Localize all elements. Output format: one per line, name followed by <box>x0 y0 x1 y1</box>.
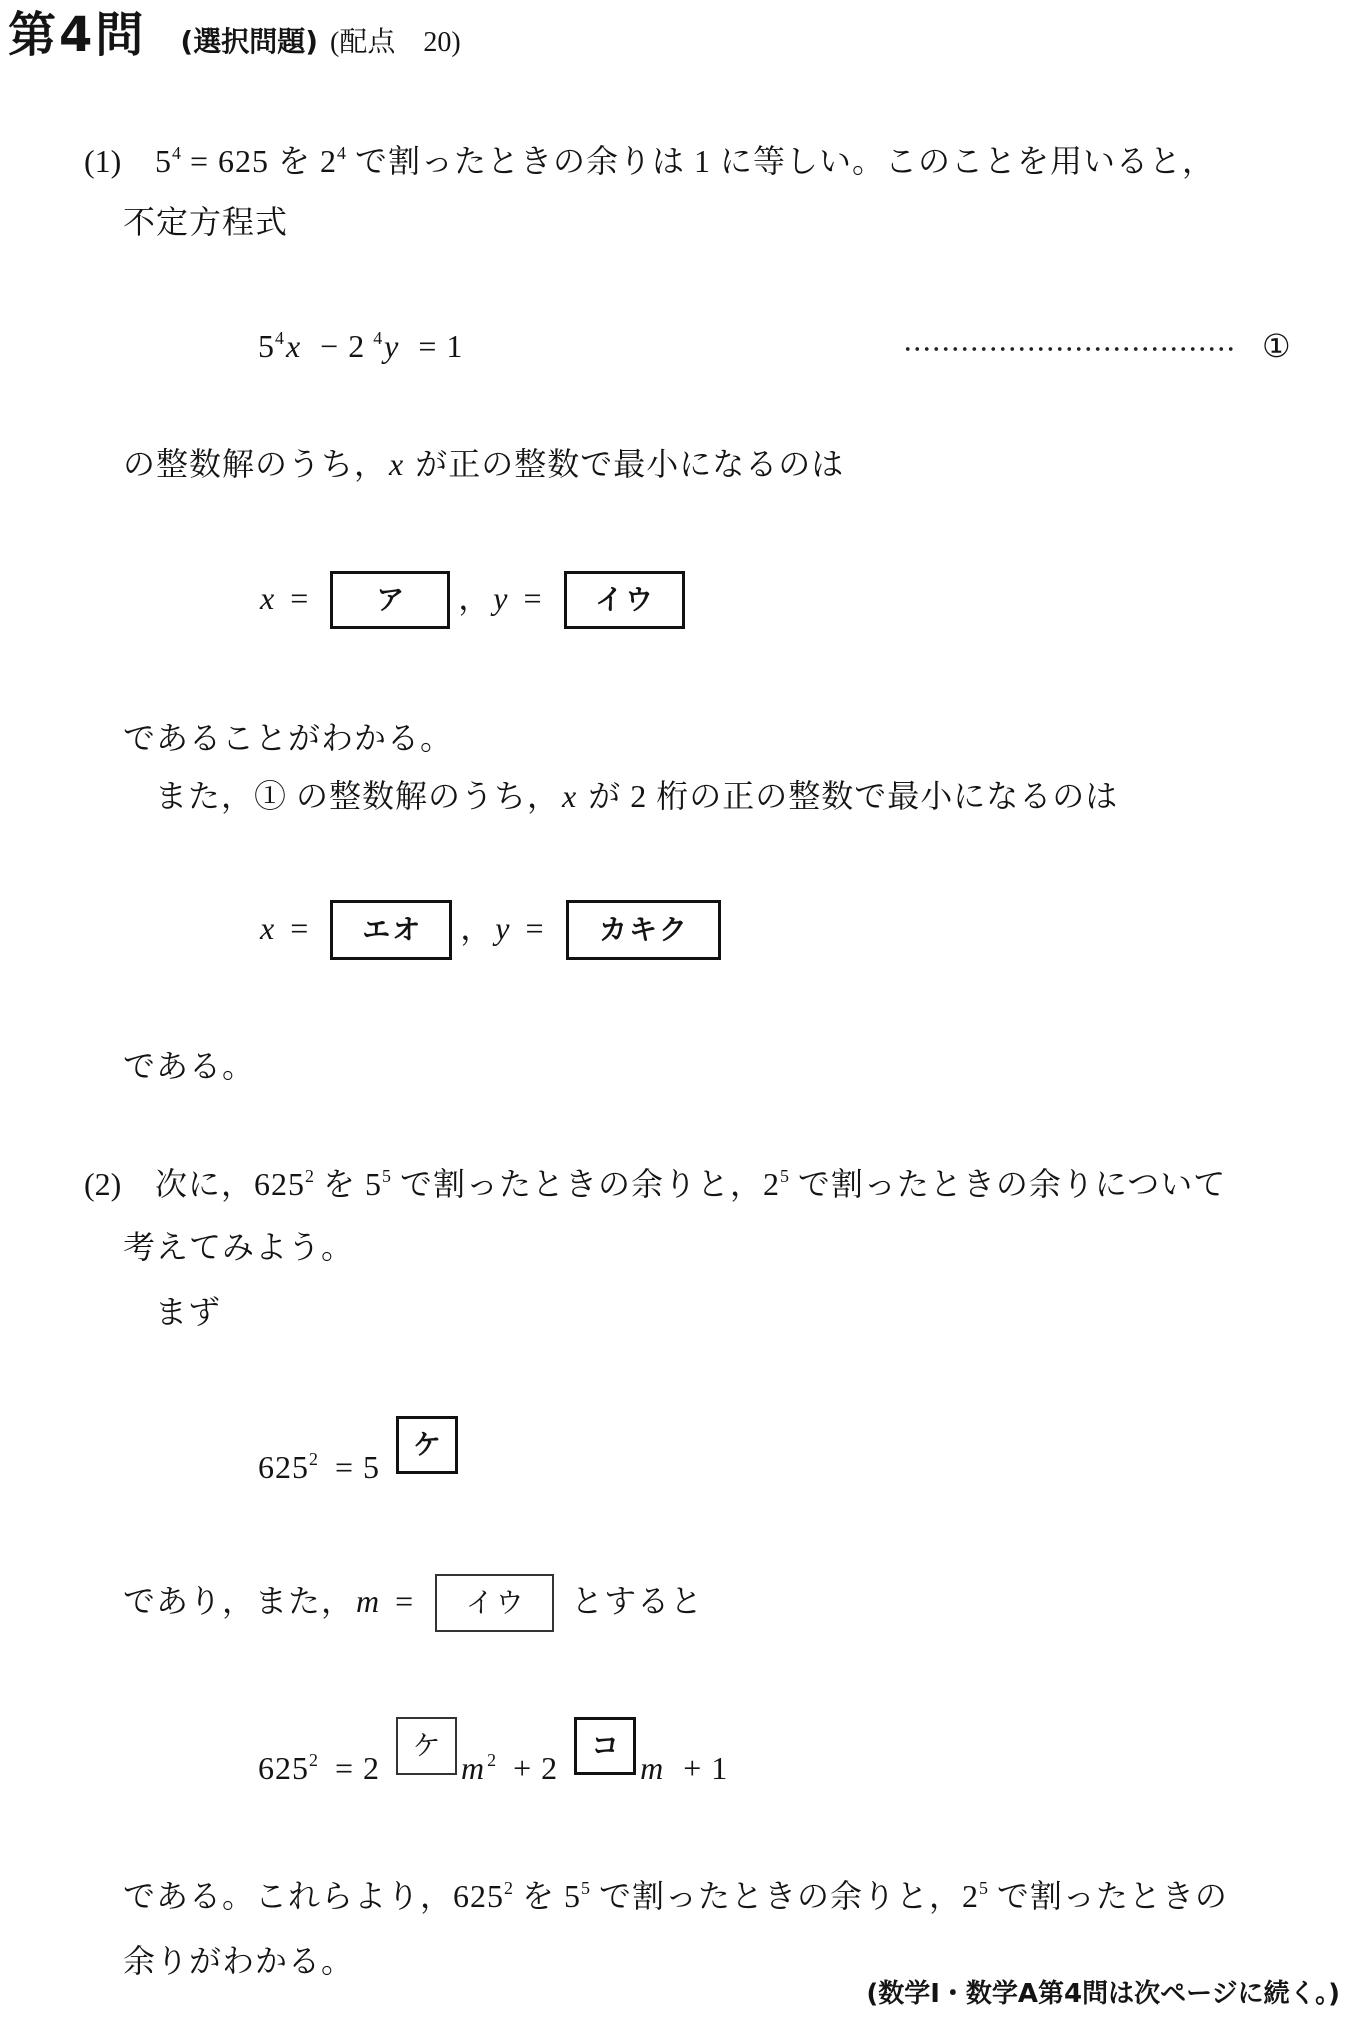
text-run: である。 <box>123 1048 256 1084</box>
math-run: = 2 <box>325 1750 380 1786</box>
exponent: 2 <box>305 1166 314 1187</box>
variable-m: m <box>461 1750 486 1786</box>
math-run: − 2 <box>311 328 366 364</box>
variable-y: y <box>495 910 511 946</box>
dot-leader <box>903 346 1238 352</box>
math-run: = 5 <box>325 1449 380 1485</box>
number: 5 <box>155 143 172 179</box>
selection-note: (選択問題) <box>180 25 319 58</box>
text-run: = 625 を 2 <box>180 143 338 179</box>
part1-question-line-2 <box>155 776 1118 816</box>
variable-y: y <box>493 580 509 616</box>
part2-intro-continuation <box>123 1227 354 1267</box>
text-run: 考えてみよう。 <box>123 1229 355 1265</box>
part2-conclusion-continuation <box>123 1941 354 1981</box>
problem-header <box>8 6 461 64</box>
variable-x: x <box>285 328 302 364</box>
equals-sign: = <box>386 1583 424 1619</box>
part1-intro-continuation <box>123 202 288 242</box>
part1-label: (1) <box>84 143 122 179</box>
text-run: の整数解のうち， <box>123 446 388 482</box>
answer-box-ke: ケ <box>396 1416 458 1474</box>
part1-question-line <box>123 444 844 484</box>
exponent: 5 <box>978 1878 988 1899</box>
answer-box-iu: イウ <box>564 571 685 629</box>
part1-result-line <box>123 718 453 758</box>
exponent: 2 <box>504 1878 513 1899</box>
variable-m: m <box>640 1750 665 1786</box>
text-run: まず <box>155 1294 222 1330</box>
text-run: 不定方程式 <box>123 204 289 240</box>
points-note: (配点 20) <box>330 27 461 58</box>
comma: ， <box>460 910 494 946</box>
text-run: 余りがわかる。 <box>123 1943 355 1979</box>
text-run: で割ったときの余りと，2 <box>589 1878 979 1914</box>
text-run: であり，また， <box>123 1583 355 1619</box>
exponent: 5 <box>381 1166 391 1187</box>
equals-sign: = <box>514 580 552 616</box>
exponent: 2 <box>309 1449 318 1470</box>
exponent: 4 <box>275 328 284 349</box>
power-equation-1 <box>258 1416 460 1487</box>
number: 625 <box>258 1449 309 1485</box>
power-equation-2 <box>258 1717 736 1788</box>
equation-number-label: ① <box>1262 328 1292 364</box>
answer-box-kakiku: カキク <box>566 900 721 960</box>
comma: ， <box>458 580 492 616</box>
text-run: である。これらより，625 <box>123 1878 505 1914</box>
answer-line-1 <box>258 571 693 629</box>
number: 5 <box>258 328 275 364</box>
part1-intro-line <box>84 141 1215 181</box>
exponent: 4 <box>373 328 383 349</box>
text-run: が 2 桁の正の整数で最小になるのは <box>579 778 1119 814</box>
text-run: であることがわかる。 <box>123 720 454 756</box>
exponent: 5 <box>580 1878 590 1899</box>
equals-sign: = <box>281 580 319 616</box>
exponent: 5 <box>779 1166 789 1187</box>
math-run: + 2 <box>504 1750 559 1786</box>
reference-box-ke: ケ <box>396 1717 457 1775</box>
exponent: 4 <box>337 143 346 164</box>
answer-box-eo: エオ <box>330 900 452 960</box>
exponent: 2 <box>487 1750 497 1771</box>
answer-box-a: ア <box>330 571 450 629</box>
part2-first-step <box>155 1292 221 1332</box>
text-run: で割ったときの <box>987 1878 1228 1914</box>
part1-closing-line <box>123 1046 255 1086</box>
variable-y: y <box>384 328 400 364</box>
text-run: また，① の整数解のうち， <box>155 778 561 814</box>
part2-label: (2) <box>84 1166 122 1202</box>
text-run: で割ったときの余りと，2 <box>390 1166 780 1202</box>
reference-box-iu: イウ <box>435 1574 554 1632</box>
math-run: + 1 <box>674 1750 729 1786</box>
answer-box-ko: コ <box>574 1717 636 1775</box>
text-run: とすると <box>562 1583 704 1619</box>
text-run: を 5 <box>313 1166 382 1202</box>
answer-line-2 <box>258 900 729 960</box>
part2-conclusion-line <box>123 1876 1228 1916</box>
part2-intro-line <box>84 1164 1226 1204</box>
variable-x: x <box>260 910 276 946</box>
problem-title: 第4問 <box>8 7 147 63</box>
math-run: = 1 <box>409 328 464 364</box>
text-run: を 5 <box>512 1878 581 1914</box>
exponent: 2 <box>309 1750 318 1771</box>
text-run: 次に，625 <box>155 1166 306 1202</box>
variable-x: x <box>562 778 578 814</box>
number: 625 <box>258 1750 309 1786</box>
continuation-note: (数学Ⅰ・数学A第4問は次ページに続く。) <box>866 1979 1340 2009</box>
equation-number <box>1262 326 1292 366</box>
text-run: で割ったときの余りは 1 に等しい。このことを用いると， <box>345 143 1215 179</box>
equals-sign: = <box>281 910 319 946</box>
indefinite-equation <box>258 326 471 366</box>
text-run: で割ったときの余りについて <box>788 1166 1227 1202</box>
part2-substitution-line <box>123 1574 703 1632</box>
variable-x: x <box>389 446 405 482</box>
variable-m: m <box>356 1583 381 1619</box>
text-run: が正の整数で最小になるのは <box>406 446 845 482</box>
variable-x: x <box>260 580 276 616</box>
exponent: 4 <box>172 143 181 164</box>
equals-sign: = <box>516 910 554 946</box>
